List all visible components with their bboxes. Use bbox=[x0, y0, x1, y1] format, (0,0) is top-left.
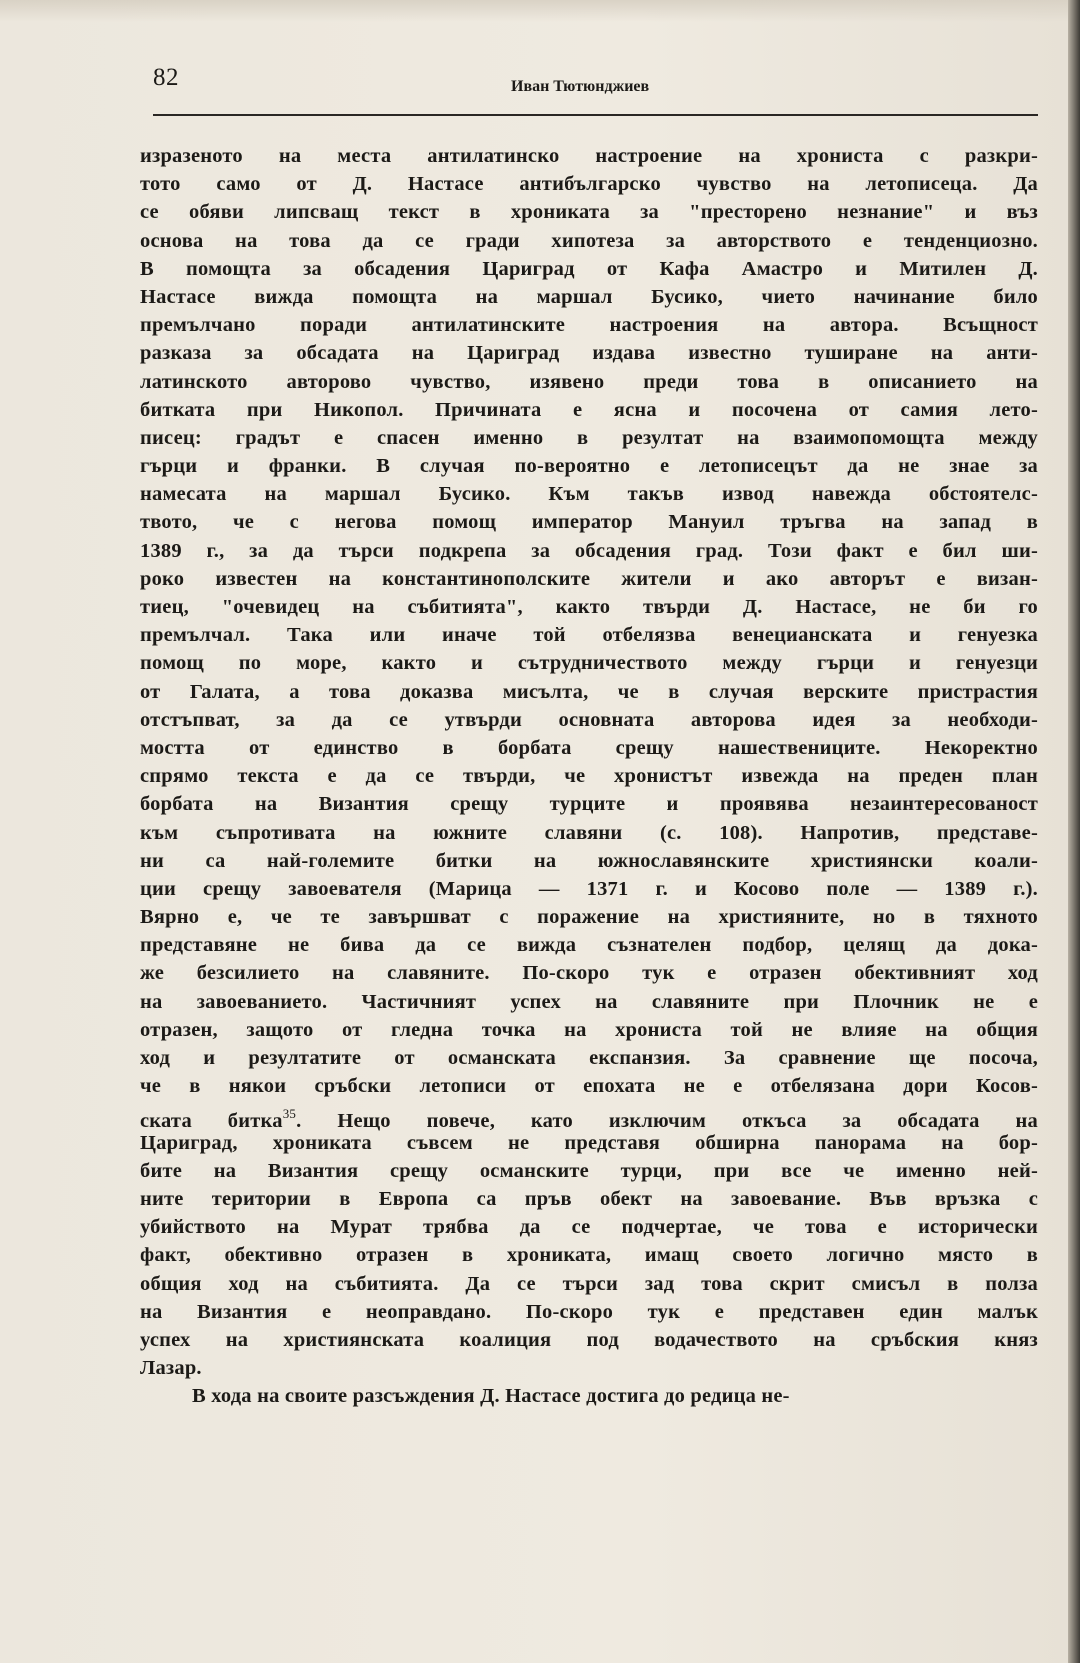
text-line: тиец, "очевидец на събитията", както твърди Д. Настасе, не би го bbox=[140, 596, 1038, 618]
text-line: убийството на Мурат трябва да се подчертае, че това е исторически bbox=[140, 1216, 1038, 1239]
text-line: спрямо текста е да се твърди, че хронистът извежда на преден план bbox=[140, 765, 1038, 788]
text-line: Настасе вижда помощта на маршал Бусико, чието начинание било bbox=[140, 285, 1038, 308]
footnote-reference: 35 bbox=[282, 1106, 297, 1122]
text-line: битката при Никопол. Причината е ясна и посочена от самия лето- bbox=[140, 398, 1038, 421]
page-header bbox=[153, 64, 1038, 112]
text-line: ции срещу завоевателя (Марица — 1371 г. и Косово поле — 1389 г.). bbox=[140, 877, 1038, 900]
text-line: успех на християнската коалиция под водачеството на сръбския княз bbox=[140, 1328, 1038, 1351]
text-line-with-footnote bbox=[140, 1100, 1039, 1133]
text-line: бите на Византия срещу османските турци, при все че именно ней- bbox=[140, 1159, 1038, 1182]
text-line: латинското авторово чувство, изявено преди това в описанието на bbox=[140, 370, 1038, 393]
text-line: отстъпват, за да се утвърди основната авторова идея за необходи- bbox=[140, 708, 1038, 731]
page-top-shadow bbox=[0, 0, 1068, 22]
text-line: от Галата, а това доказва мисълта, че в случая верските пристрастия bbox=[140, 680, 1038, 703]
page-number: 82 bbox=[153, 64, 179, 91]
text-line: писец: градът е спасен именно в резултат на взаимопомощта между bbox=[140, 426, 1038, 449]
text-line: ните територии в Европа са пръв обект на завоевание. Във връзка с bbox=[140, 1187, 1038, 1210]
text-segment: ската битка bbox=[140, 1110, 283, 1133]
text-line: отразен, защото от гледна точка на хрониста той не влияе на общия bbox=[140, 1018, 1038, 1041]
text-line: мостта от единство в борбата срещу нашествениците. Некоректно bbox=[140, 736, 1038, 759]
text-line: основа на това да се гради хипотеза за авторството е тенденциозно. bbox=[140, 229, 1038, 252]
text-line: Вярно е, че те завършват с поражение на християните, но в тяхното bbox=[140, 906, 1038, 929]
text-line: на Византия е неоправдано. По-скоро тук е представен един малък bbox=[140, 1300, 1038, 1323]
text-line: факт, обективно отразен в хрониката, имащ своето логично място в bbox=[140, 1244, 1038, 1267]
text-line: Лазар. bbox=[140, 1357, 202, 1380]
running-head: Иван Тютюнджиев bbox=[511, 78, 650, 95]
text-line: общия ход на събитията. Да се търси зад това скрит смисъл в полза bbox=[140, 1272, 1038, 1295]
text-line: че в някои сръбски летописи от епохата не е отбелязана дори Косов- bbox=[140, 1075, 1038, 1098]
text-line: намесата на маршал Бусико. Към такъв извод навежда обстоятелс- bbox=[140, 483, 1038, 506]
text-line: 1389 г., за да търси подкрепа за обсадения град. Този факт е бил ши- bbox=[140, 539, 1038, 562]
page-edge-shadow bbox=[1068, 0, 1080, 1663]
text-line: помощ по море, както и сътрудничеството между гърци и генуезци bbox=[140, 652, 1038, 675]
text-line: към съпротивата на южните славяни (с. 108). Напротив, представе- bbox=[140, 821, 1038, 844]
text-line: В помощта за обсадения Цариград от Кафа Амастро и Митилен Д. bbox=[140, 257, 1038, 280]
text-line: изразеното на места антилатинско настроение на хрониста с разкри- bbox=[140, 145, 1038, 167]
header-rule bbox=[153, 114, 1038, 116]
text-line: ход и резултатите от османската експанзия. За сравнение ще посоча, bbox=[140, 1047, 1038, 1069]
text-line: ни са най-големите битки на южнославянските християнски коали- bbox=[140, 849, 1038, 872]
text-line: премълчано поради антилатинските настроения на автора. Всъщност bbox=[140, 314, 1038, 337]
body-text bbox=[140, 142, 1038, 1410]
text-segment: . Нещо повече, като изключим откъса за обсадата на bbox=[296, 1110, 1039, 1133]
text-line: тото само от Д. Настасе антибългарско чувство на летописеца. Да bbox=[140, 173, 1038, 196]
text-line: на завоеванието. Частичният успех на славяните при Плочник не е bbox=[140, 990, 1038, 1013]
text-line: разказа за обсадата на Цариград издава известно туширане на анти- bbox=[140, 342, 1038, 365]
text-line: роко известен на константинополските жители и ако авторът е визан- bbox=[140, 567, 1038, 590]
text-line: се обяви липсващ текст в хрониката за "престорено незнание" и въз bbox=[140, 201, 1038, 224]
text-line: борбата на Византия срещу турците и проявява незаинтересованост bbox=[140, 793, 1038, 816]
text-line: представяне не бива да се вижда съзнателен подбор, целящ да дока- bbox=[140, 934, 1038, 957]
text-line: твото, че с негова помощ император Мануил тръгва на запад в bbox=[140, 511, 1038, 534]
text-line: премълчал. Така или иначе той отбелязва венецианската и генуезка bbox=[140, 624, 1038, 647]
text-line: же безсилието на славяните. По-скоро тук е отразен обективният ход bbox=[140, 962, 1038, 985]
text-line: гърци и франки. В случая по-вероятно е летописецът да не знае за bbox=[140, 455, 1038, 478]
text-line: В хода на своите разсъждения Д. Настасе достига до редица не- bbox=[192, 1385, 790, 1408]
text-line: Цариград, хрониката съвсем не представя обширна панорама на бор- bbox=[140, 1131, 1038, 1154]
